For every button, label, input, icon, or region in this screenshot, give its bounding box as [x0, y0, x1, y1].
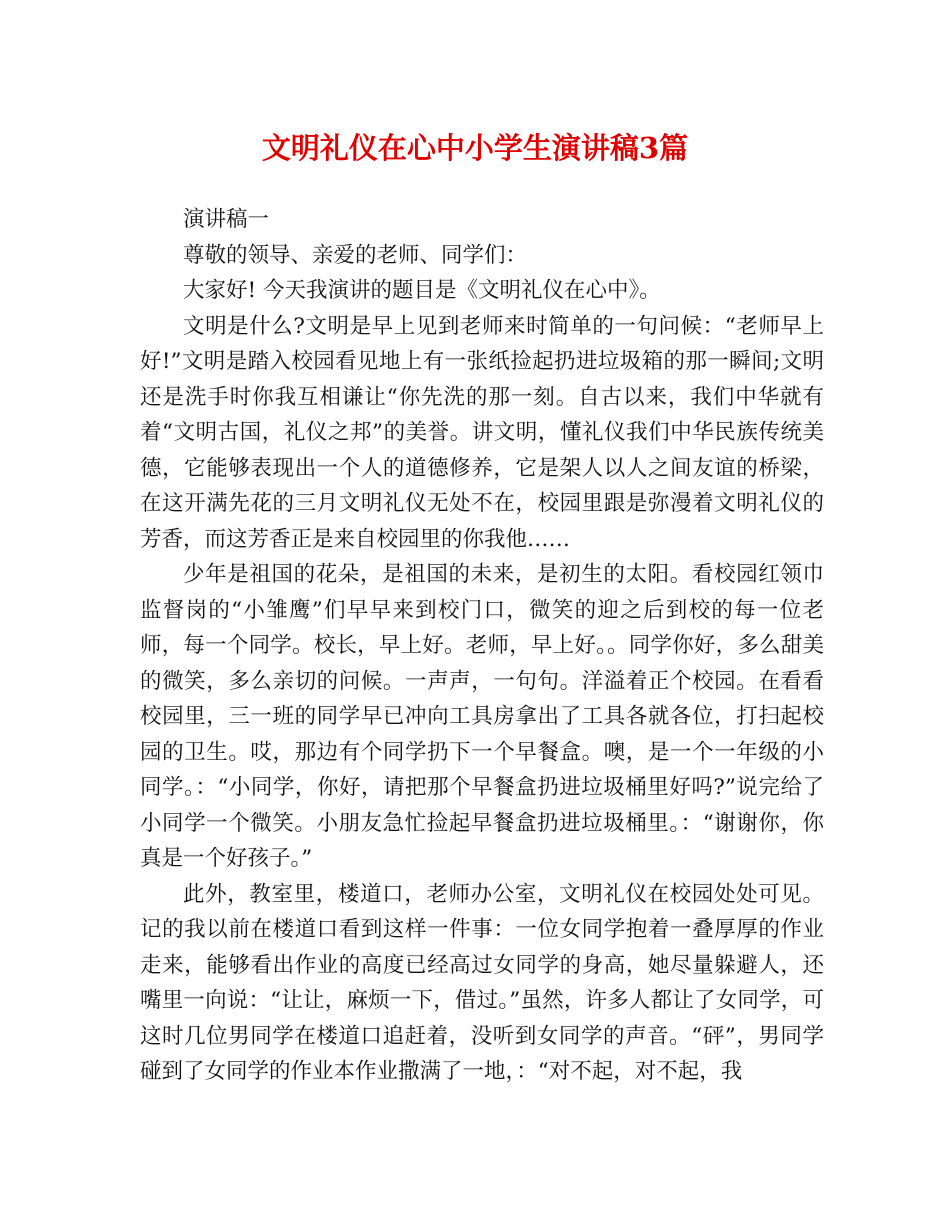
document-body: [140, 202, 824, 1090]
paragraph: 少年是祖国的花朵，是祖国的未来，是初生的太阳。看校园红领巾监督岗的“小雏鹰”们早早来到校门口，微笑的迎之后到校的每一位老师，每一个同学。校长，早上好。老师，早上好。。同学你好，多么甜美的微笑，多么亲切的问候。一声声，一句句。洋溢着正个校园。在看看校园里，三一班的同学早已冲向工具房拿出了工具各就各位，打扫起校园的卫生。哎，那边有个同学扔下一个早餐盒。噢，是一个一年级的小同学。：“小同学，你好，请把那个早餐盒扔进垃圾桶里好吗?”说完给了小同学一个微笑。小朋友急忙捡起早餐盒扔进垃圾桶里。：“谢谢你，你真是一个好孩子。”: [140, 562, 824, 871]
paragraph: 文明是什么?文明是早上见到老师来时简单的一句问候：“老师早上好!”文明是踏入校园看见地上有一张纸捡起扔进垃圾箱的那一瞬间;文明还是洗手时你我互相谦让“你先洗的那一刻。自古以来，我们中华就有着“文明古国，礼仪之邦”的美誉。讲文明，懂礼仪我们中华民族传统美德，它能够表现出一个人的道德修养，它是架人以人之间友谊的桥梁，在这开满先花的三月文明礼仪无处不在，校园里跟是弥漫着文明礼仪的芳香，而这芳香正是来自校园里的你我他……: [140, 313, 824, 552]
document-title: 文明礼仪在心中小学生演讲稿3篇: [261, 131, 689, 165]
paragraph: 大家好! 今天我演讲的题目是《文明礼仪在心中》。: [183, 278, 661, 303]
paragraph: 此外，教室里，楼道口，老师办公室，文明礼仪在校园处处可见。记的我以前在楼道口看到这样一件事：一位女同学抱着一叠厚厚的作业走来，能够看出作业的高度已经高过女同学的身高，她尽量躲避人，还嘴里一向说：“让让，麻烦一下，借过。”虽然，许多人都让了女同学，可这时几位男同学在楼道口追赶着，没听到女同学的声音。“砰”，男同学碰到了女同学的作业本作业撒满了一地，：“对不起，对不起，我: [140, 881, 824, 1084]
paragraph: 尊敬的领导、亲爱的老师、同学们：: [183, 242, 528, 268]
paragraph: 演讲稿一: [183, 207, 270, 232]
